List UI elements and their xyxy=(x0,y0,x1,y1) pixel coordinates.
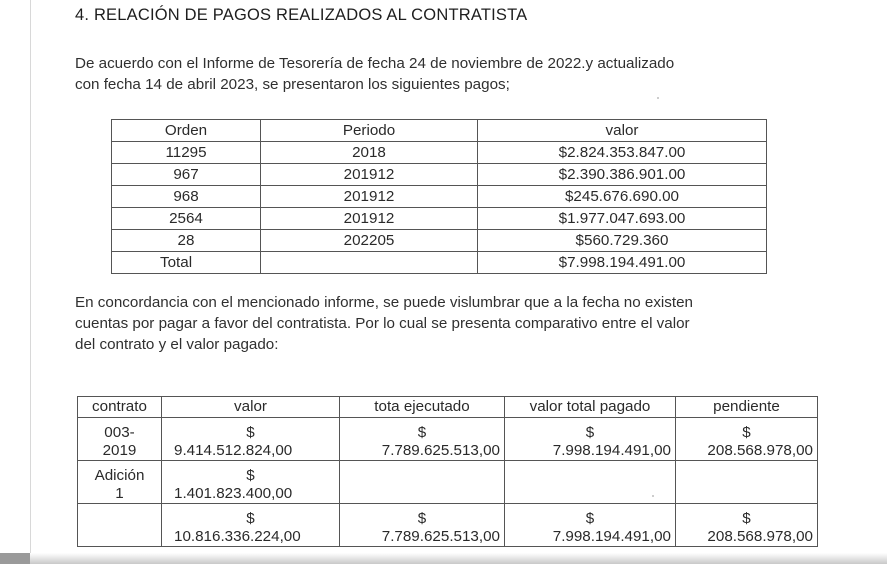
ejecutado-cell xyxy=(340,504,505,547)
valor-cell: $560.729.360 xyxy=(478,230,767,252)
intro-line-2: con fecha 14 de abril 2023, se presentaron los siguientes pagos; xyxy=(75,76,510,93)
scan-corner-shadow xyxy=(0,553,30,564)
contrato-line-1: Adición xyxy=(94,467,145,484)
table-row xyxy=(78,461,818,504)
pendiente-cell xyxy=(676,461,818,504)
table-row xyxy=(78,418,818,461)
valor-cell: $245.676.690.00 xyxy=(478,186,767,208)
scan-speck xyxy=(657,97,659,99)
periodo-cell: 201912 xyxy=(261,164,478,186)
table-row xyxy=(112,142,767,164)
comparison-table xyxy=(77,396,818,547)
contrato-line-1: 003- xyxy=(104,424,135,441)
pagado-cell xyxy=(505,461,676,504)
scan-bottom-edge xyxy=(0,553,887,564)
comparison-header-row xyxy=(78,397,818,418)
valor-cell: $1.977.047.693.00 xyxy=(478,208,767,230)
periodo-cell: 201912 xyxy=(261,186,478,208)
conclusion-line-2: cuentas por pagar a favor del contratista. Por lo cual se presenta comparativo entre el valor xyxy=(75,315,690,332)
total-value: $7.998.194.491.00 xyxy=(478,252,767,274)
currency-symbol: $ xyxy=(417,510,427,527)
orden-cell: 2564 xyxy=(112,208,261,230)
money-value xyxy=(505,424,675,460)
pagado-cell xyxy=(505,418,676,461)
currency-symbol: $ xyxy=(246,467,255,484)
money-value xyxy=(162,467,339,503)
amount: 1.401.823.400,00 xyxy=(174,485,293,502)
amount: 208.568.978,00 xyxy=(707,528,813,545)
ejecutado-cell xyxy=(340,461,505,504)
money-value xyxy=(340,510,504,546)
currency-symbol: $ xyxy=(417,424,427,441)
table-row xyxy=(112,164,767,186)
contrato-cell xyxy=(78,461,162,504)
valor-cell: $2.824.353.847.00 xyxy=(478,142,767,164)
section-title: 4. RELACIÓN DE PAGOS REALIZADOS AL CONTRATISTA xyxy=(75,6,528,24)
currency-symbol: $ xyxy=(246,424,255,441)
conclusion-line-3: del contrato y el valor pagado: xyxy=(75,336,279,353)
payments-header-periodo: Periodo xyxy=(261,120,478,142)
valor-cell xyxy=(162,504,340,547)
pagado-cell xyxy=(505,504,676,547)
header-contrato: contrato xyxy=(78,397,162,418)
valor-cell: $2.390.386.901.00 xyxy=(478,164,767,186)
payments-header-valor: valor xyxy=(478,120,767,142)
amount: 10.816.336.224,00 xyxy=(174,528,301,545)
money-value xyxy=(340,424,504,460)
currency-symbol: $ xyxy=(246,510,255,527)
periodo-cell: 202205 xyxy=(261,230,478,252)
total-label: Total xyxy=(112,252,261,274)
payments-total-row xyxy=(112,252,767,274)
orden-cell: 28 xyxy=(112,230,261,252)
periodo-cell: 2018 xyxy=(261,142,478,164)
contrato-cell xyxy=(78,504,162,547)
table-row xyxy=(112,230,767,252)
payments-header-row xyxy=(112,120,767,142)
header-pagado: valor total pagado xyxy=(505,397,676,418)
total-empty-cell xyxy=(261,252,478,274)
amount: 7.998.194.491,00 xyxy=(552,528,671,545)
money-value xyxy=(676,510,817,546)
orden-cell: 11295 xyxy=(112,142,261,164)
valor-cell xyxy=(162,418,340,461)
contrato-line-2: 1 xyxy=(115,485,124,502)
table-row xyxy=(78,504,818,547)
payments-table xyxy=(111,119,767,274)
amount: 7.789.625.513,00 xyxy=(381,442,500,459)
periodo-cell: 201912 xyxy=(261,208,478,230)
money-value xyxy=(162,424,339,460)
conclusion-line-1: En concordancia con el mencionado informe, se puede vislumbrar que a la fecha no existen xyxy=(75,294,693,311)
amount: 7.998.194.491,00 xyxy=(552,442,671,459)
page-margin-line xyxy=(30,0,31,564)
header-ejecutado: tota ejecutado xyxy=(340,397,505,418)
amount: 9.414.512.824,00 xyxy=(174,442,293,459)
currency-symbol: $ xyxy=(585,510,595,527)
conclusion-paragraph xyxy=(75,292,845,355)
table-row xyxy=(112,186,767,208)
intro-paragraph xyxy=(75,53,845,95)
pendiente-cell xyxy=(676,418,818,461)
intro-line-1: De acuerdo con el Informe de Tesorería de fecha 24 de noviembre de 2022.y actualizado xyxy=(75,55,675,72)
contrato-cell xyxy=(78,418,162,461)
currency-symbol: $ xyxy=(585,424,595,441)
table-row xyxy=(112,208,767,230)
money-value xyxy=(676,424,817,460)
currency-symbol: $ xyxy=(742,510,751,527)
scan-speck xyxy=(652,495,654,497)
payments-header-orden: Orden xyxy=(112,120,261,142)
pendiente-cell xyxy=(676,504,818,547)
orden-cell: 968 xyxy=(112,186,261,208)
money-value xyxy=(505,510,675,546)
header-valor: valor xyxy=(162,397,340,418)
header-pendiente: pendiente xyxy=(676,397,818,418)
orden-cell: 967 xyxy=(112,164,261,186)
valor-cell xyxy=(162,461,340,504)
currency-symbol: $ xyxy=(742,424,751,441)
amount: 208.568.978,00 xyxy=(707,442,813,459)
amount: 7.789.625.513,00 xyxy=(381,528,500,545)
ejecutado-cell xyxy=(340,418,505,461)
contrato-line-2: 2019 xyxy=(102,442,137,459)
money-value xyxy=(162,510,339,546)
